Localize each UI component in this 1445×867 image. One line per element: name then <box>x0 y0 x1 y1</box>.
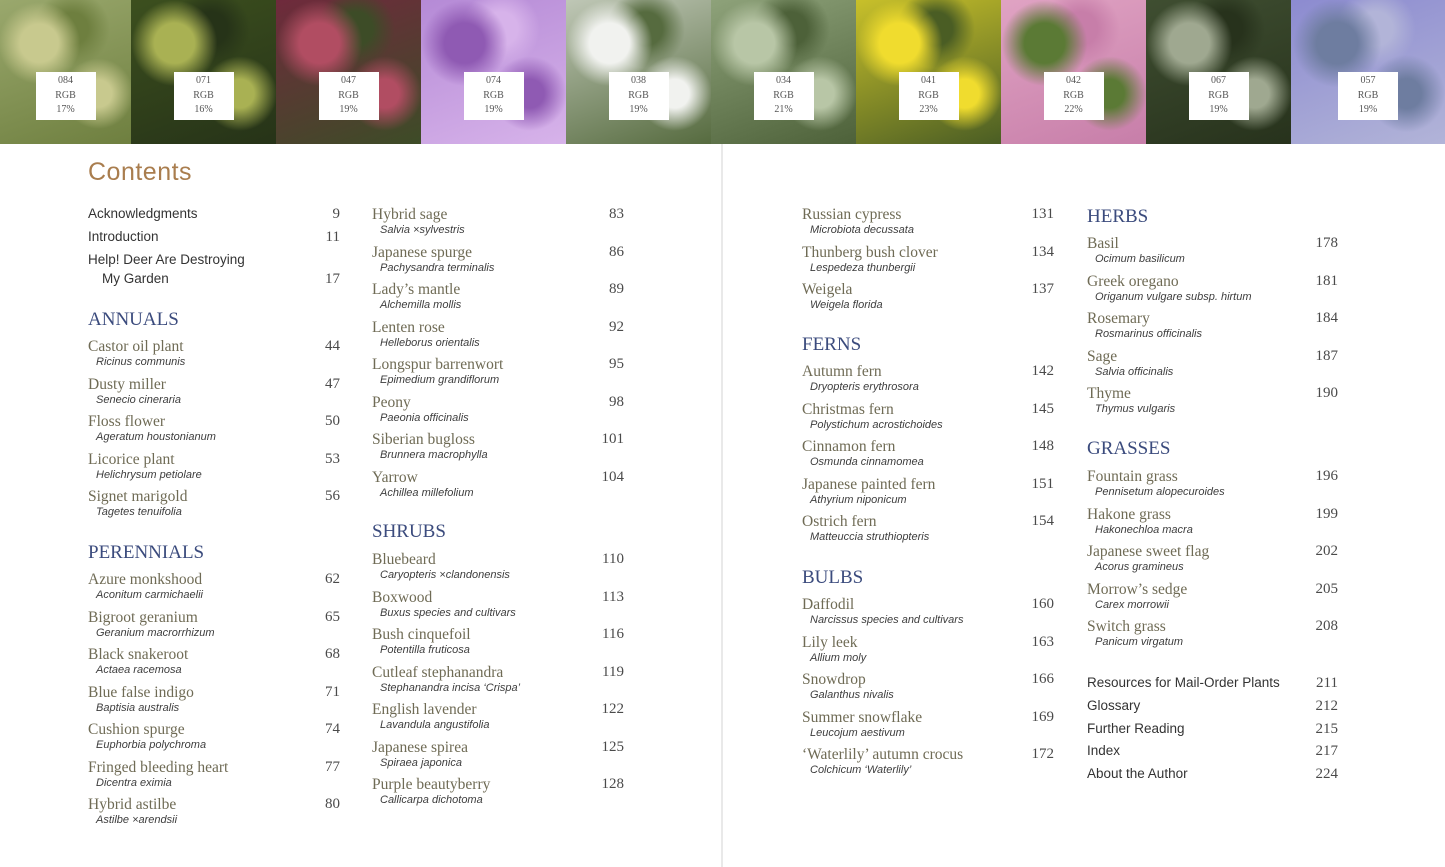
common-name: Bush cinquefoil <box>372 626 471 643</box>
botanical-name: Pachysandra terminalis <box>380 261 495 274</box>
toc-entry[interactable] <box>372 701 624 731</box>
swatch-mode: RGB <box>773 89 794 101</box>
toc-entry[interactable] <box>372 356 624 386</box>
common-name: Boxwood <box>372 588 433 606</box>
botanical-name: Athyrium niponicum <box>810 493 907 506</box>
toc-entry[interactable] <box>802 400 1054 431</box>
page-number: 86 <box>609 243 624 260</box>
page-number: 172 <box>1031 746 1054 762</box>
common-name: Peony <box>372 393 411 411</box>
page-number: 211 <box>1316 675 1338 691</box>
toc-entry[interactable] <box>372 626 624 656</box>
page-number: 128 <box>601 776 624 792</box>
common-name: Blue false indigo <box>88 683 194 701</box>
toc-entry[interactable] <box>1087 543 1338 573</box>
botanical-name: Carex morrowii <box>1095 598 1169 611</box>
common-name: Japanese spirea <box>372 738 468 756</box>
toc-entry[interactable] <box>372 243 624 274</box>
botanical-name: Ricinus communis <box>96 356 186 368</box>
swatch-code: 057 <box>1360 75 1376 86</box>
common-name: Yarrow <box>372 468 418 486</box>
swatch-mode: RGB <box>1208 89 1229 101</box>
swatch-mode: RGB <box>483 89 504 101</box>
page-number: 134 <box>1031 243 1054 260</box>
botanical-name: Matteuccia struthiopteris <box>810 531 930 543</box>
botanical-name: Alchemilla mollis <box>380 299 462 311</box>
page-number: 110 <box>602 551 624 567</box>
toc-entry[interactable] <box>802 243 1054 274</box>
common-name: ‘Waterlily’ autumn crocus <box>802 746 964 763</box>
common-name: Cinnamon fern <box>802 438 896 455</box>
common-name: Cutleaf stephanandra <box>372 663 504 681</box>
color-swatch-label <box>36 72 96 120</box>
common-name: Snowdrop <box>802 671 866 688</box>
color-swatch-label <box>1338 72 1398 120</box>
entry-label: Index <box>1087 743 1121 759</box>
page-number: 142 <box>1031 363 1054 379</box>
toc-entry[interactable] <box>88 683 340 714</box>
swatch-pct: 17% <box>56 104 75 115</box>
entry-label-continued: My Garden <box>102 271 169 286</box>
swatch-code: 042 <box>1066 75 1081 86</box>
common-name: Black snakeroot <box>88 646 189 663</box>
section-heading: SHRUBS <box>372 521 446 542</box>
page-number: 148 <box>1031 438 1054 454</box>
color-swatch-label <box>464 72 524 120</box>
page-number: 47 <box>325 375 340 392</box>
toc-entry[interactable] <box>802 206 1054 236</box>
photo-strip <box>0 0 1445 144</box>
page-number: 53 <box>325 450 340 467</box>
common-name: Summer snowflake <box>802 708 923 726</box>
page-number: 190 <box>1315 385 1338 401</box>
section-heading: PERENNIALS <box>88 542 205 563</box>
botanical-name: Lavandula angustifolia <box>380 719 490 731</box>
swatch-code: 047 <box>341 75 356 86</box>
page-number: 208 <box>1315 618 1338 634</box>
page-number: 202 <box>1315 543 1338 559</box>
color-swatch-label <box>1044 72 1104 120</box>
toc-entry[interactable] <box>1087 618 1338 648</box>
page-number: 113 <box>602 588 624 605</box>
botanical-name: Leucojum aestivum <box>810 726 905 739</box>
entry-label: Acknowledgments <box>88 206 198 221</box>
common-name: Morrow’s sedge <box>1087 580 1188 598</box>
toc-entry[interactable] <box>802 281 1054 311</box>
swatch-pct: 21% <box>774 104 793 115</box>
swatch-pct: 19% <box>484 104 503 115</box>
page-number: 89 <box>609 281 624 297</box>
common-name: Japanese spurge <box>372 243 473 261</box>
plant-photo <box>1001 0 1146 144</box>
page-number: 166 <box>1031 671 1054 687</box>
toc-entry[interactable] <box>372 588 624 619</box>
page-number: 83 <box>609 206 624 222</box>
page-number: 119 <box>602 663 624 680</box>
botanical-name: Stephanandra incisa ‘Crispa’ <box>380 681 521 694</box>
page-number: 199 <box>1315 505 1338 522</box>
swatch-mode: RGB <box>193 89 214 101</box>
page-number: 92 <box>609 318 624 335</box>
botanical-name: Helichrysum petiolare <box>96 468 202 481</box>
common-name: Ostrich fern <box>802 513 877 530</box>
common-name: Hybrid sage <box>372 206 448 223</box>
common-name: Japanese painted fern <box>802 475 936 493</box>
page-title: Contents <box>88 158 193 186</box>
section-heading: HERBS <box>1087 206 1149 227</box>
toc-entry[interactable] <box>372 318 624 349</box>
common-name: Rosemary <box>1087 310 1150 327</box>
page-number: 44 <box>325 338 340 354</box>
toc-entry[interactable] <box>88 488 340 518</box>
swatch-mode: RGB <box>628 89 649 101</box>
page-number: 187 <box>1315 347 1338 364</box>
toc-entry[interactable] <box>802 746 1054 776</box>
common-name: Cushion spurge <box>88 721 185 738</box>
plant-photo <box>421 0 566 144</box>
plant-photo <box>131 0 276 144</box>
common-name: Russian cypress <box>802 206 902 223</box>
botanical-name: Geranium macrorrhizum <box>96 626 215 639</box>
swatch-code: 071 <box>196 75 211 86</box>
swatch-code: 038 <box>631 75 646 86</box>
page-number: 68 <box>325 646 340 662</box>
toc-entry[interactable] <box>372 206 624 236</box>
botanical-name: Lespedeza thunbergii <box>810 261 916 274</box>
common-name: Siberian bugloss <box>372 431 475 448</box>
botanical-name: Hakonechloa macra <box>1095 523 1193 536</box>
toc-entry[interactable] <box>1087 235 1338 265</box>
common-name: Fringed bleeding heart <box>88 758 229 776</box>
toc-entry[interactable] <box>802 633 1054 664</box>
botanical-name: Osmunda cinnamomea <box>810 456 924 468</box>
toc-entry[interactable] <box>88 413 340 443</box>
botanical-name: Rosmarinus officinalis <box>1095 328 1202 340</box>
color-swatch-label <box>609 72 669 120</box>
page-number: 196 <box>1315 468 1338 484</box>
swatch-code: 074 <box>486 75 501 86</box>
entry-label: Glossary <box>1087 697 1141 713</box>
page-number: 77 <box>325 758 340 775</box>
page-number: 224 <box>1315 766 1338 783</box>
page-number: 74 <box>325 721 340 737</box>
toc-entry[interactable] <box>372 281 624 311</box>
botanical-name: Ocimum basilicum <box>1095 253 1185 265</box>
entry-label: Help! Deer Are Destroying <box>88 252 245 267</box>
common-name: Weigela <box>802 281 853 298</box>
page-number: 178 <box>1315 235 1338 251</box>
swatch-pct: 16% <box>194 104 213 115</box>
common-name: Signet marigold <box>88 488 188 505</box>
swatch-code: 084 <box>58 75 73 86</box>
swatch-pct: 19% <box>1209 104 1228 115</box>
common-name: Lily leek <box>802 633 858 651</box>
page-number: 184 <box>1315 310 1338 326</box>
botanical-name: Allium moly <box>810 651 867 664</box>
toc-entry[interactable] <box>88 796 340 826</box>
toc-entry[interactable] <box>372 551 624 581</box>
toc-entry[interactable] <box>1087 310 1338 340</box>
toc-entry[interactable] <box>372 393 624 424</box>
common-name: Daffodil <box>802 596 855 613</box>
page-number: 65 <box>325 608 340 625</box>
swatch-mode: RGB <box>918 89 939 101</box>
botanical-name: Pennisetum alopecuroides <box>1095 486 1225 498</box>
common-name: Dusty miller <box>88 375 166 393</box>
swatch-code: 041 <box>921 75 936 86</box>
botanical-name: Aconitum carmichaelii <box>96 589 203 601</box>
botanical-name: Dicentra eximia <box>96 776 172 789</box>
page-number: 154 <box>1031 513 1054 529</box>
botanical-name: Paeonia officinalis <box>380 411 469 424</box>
plant-photo <box>711 0 856 144</box>
toc-entry[interactable] <box>88 206 340 222</box>
botanical-name: Ageratum houstonianum <box>96 431 216 443</box>
common-name: Lady’s mantle <box>372 281 461 298</box>
toc-entry[interactable] <box>1087 272 1338 303</box>
toc-entry[interactable] <box>88 721 340 751</box>
toc-entry[interactable] <box>1087 720 1338 737</box>
botanical-name: Narcissus species and cultivars <box>810 614 964 626</box>
toc-entry[interactable] <box>372 431 624 461</box>
botanical-name: Panicum virgatum <box>1095 636 1184 648</box>
entry-label: Introduction <box>88 229 159 244</box>
common-name: Bigroot geranium <box>88 608 198 626</box>
swatch-pct: 22% <box>1064 104 1083 115</box>
page-number: 122 <box>601 701 624 717</box>
botanical-name: Spiraea japonica <box>380 756 462 769</box>
toc-entry[interactable] <box>802 475 1054 506</box>
botanical-name: Buxus species and cultivars <box>380 606 516 619</box>
page-number: 17 <box>325 271 340 287</box>
page-number: 116 <box>602 626 624 642</box>
botanical-name: Galanthus nivalis <box>810 689 894 701</box>
toc-entry[interactable] <box>372 468 624 499</box>
botanical-name: Microbiota decussata <box>810 224 914 236</box>
common-name: Japanese sweet flag <box>1087 543 1210 560</box>
botanical-name: Brunnera macrophylla <box>380 449 488 461</box>
toc-entry[interactable] <box>1087 580 1338 611</box>
plant-photo <box>1291 0 1445 144</box>
color-swatch-label <box>1189 72 1249 120</box>
common-name: Greek oregano <box>1087 272 1179 290</box>
botanical-name: Origanum vulgare subsp. hirtum <box>1095 290 1252 303</box>
toc-entry[interactable] <box>88 646 340 676</box>
botanical-name: Acorus gramineus <box>1095 561 1184 573</box>
toc-entry[interactable] <box>88 375 340 406</box>
color-swatch-label <box>174 72 234 120</box>
botanical-name: Senecio cineraria <box>96 393 181 406</box>
toc-entry[interactable] <box>802 513 1054 543</box>
common-name: Bluebeard <box>372 551 436 568</box>
common-name: Hybrid astilbe <box>88 796 177 813</box>
common-name: Lenten rose <box>372 318 445 336</box>
toc-entry[interactable] <box>1087 743 1338 760</box>
spread-gutter <box>721 144 723 867</box>
toc-entry[interactable] <box>802 671 1054 701</box>
page-number: 145 <box>1031 400 1054 417</box>
swatch-pct: 23% <box>919 104 938 115</box>
botanical-name: Actaea racemosa <box>96 664 182 676</box>
swatch-mode: RGB <box>1357 89 1379 101</box>
page-number: 80 <box>325 796 340 812</box>
common-name: Fountain grass <box>1087 468 1178 485</box>
common-name: Switch grass <box>1087 618 1166 635</box>
common-name: Purple beautyberry <box>372 776 491 793</box>
botanical-name: Astilbe ×arendsii <box>96 814 178 826</box>
botanical-name: Salvia ×sylvestris <box>380 224 465 236</box>
botanical-name: Achillea millefolium <box>380 486 474 499</box>
common-name: Licorice plant <box>88 450 175 468</box>
toc-entry[interactable] <box>88 608 340 639</box>
plant-photo <box>0 0 131 144</box>
botanical-name: Thymus vulgaris <box>1095 403 1176 415</box>
toc-entry[interactable] <box>88 450 340 481</box>
page-number: 98 <box>609 393 624 410</box>
plant-photo <box>566 0 711 144</box>
swatch-mode: RGB <box>338 89 359 101</box>
common-name: Christmas fern <box>802 400 894 418</box>
page-number: 62 <box>325 571 340 587</box>
botanical-name: Salvia officinalis <box>1095 365 1174 378</box>
botanical-name: Euphorbia polychroma <box>96 739 207 751</box>
botanical-name: Caryopteris ×clandonensis <box>380 569 510 581</box>
swatch-pct: 19% <box>1358 104 1378 115</box>
botanical-name: Colchicum ‘Waterlily’ <box>810 764 912 776</box>
entry-label: Further Reading <box>1087 720 1185 736</box>
toc-entry[interactable] <box>1087 697 1338 714</box>
color-swatch-label <box>899 72 959 120</box>
section-heading: FERNS <box>802 334 862 355</box>
swatch-mode: RGB <box>1063 89 1084 101</box>
common-name: Floss flower <box>88 413 166 430</box>
color-swatch-label <box>754 72 814 120</box>
toc-entry[interactable] <box>88 229 340 245</box>
botanical-name: Baptisia australis <box>96 701 180 714</box>
page-number: 56 <box>325 488 340 504</box>
section-heading: ANNUALS <box>88 309 179 330</box>
plant-photo <box>856 0 1001 144</box>
botanical-name: Helleborus orientalis <box>380 336 480 349</box>
page-number: 151 <box>1031 475 1054 492</box>
color-swatch-label <box>319 72 379 120</box>
toc-entry[interactable] <box>88 338 340 368</box>
plant-photo <box>1146 0 1291 144</box>
toc-entry[interactable] <box>802 708 1054 739</box>
toc-entry[interactable] <box>88 571 340 601</box>
toc-entry[interactable] <box>372 663 624 694</box>
botanical-name: Callicarpa dichotoma <box>380 794 483 806</box>
page-number: 11 <box>325 229 340 245</box>
page-number: 71 <box>325 683 340 700</box>
section-heading: GRASSES <box>1087 438 1171 459</box>
common-name: Autumn fern <box>802 363 882 380</box>
toc-entry[interactable] <box>1087 468 1338 498</box>
plant-photo <box>276 0 421 144</box>
botanical-name: Dryopteris erythrosora <box>810 381 919 393</box>
page-number: 163 <box>1031 633 1054 650</box>
page-number: 212 <box>1315 697 1338 714</box>
botanical-name: Potentilla fruticosa <box>380 644 470 656</box>
common-name: Longspur barrenwort <box>372 356 504 373</box>
toc-entry[interactable] <box>1087 385 1338 415</box>
swatch-code: 034 <box>776 75 791 86</box>
page-number: 205 <box>1315 580 1338 597</box>
common-name: English lavender <box>372 701 477 718</box>
page-number: 160 <box>1031 596 1054 612</box>
page-number: 137 <box>1031 281 1054 297</box>
common-name: Basil <box>1087 235 1119 252</box>
page-number: 101 <box>601 431 624 447</box>
botanical-name: Weigela florida <box>810 299 883 311</box>
section-heading: BULBS <box>802 567 864 588</box>
common-name: Hakone grass <box>1087 505 1171 523</box>
toc-entry[interactable] <box>1087 766 1338 783</box>
page-number: 169 <box>1031 708 1054 725</box>
page-number: 215 <box>1315 720 1338 737</box>
toc-entry[interactable] <box>372 738 624 769</box>
toc-entry[interactable] <box>88 758 340 789</box>
common-name: Thunberg bush clover <box>802 243 938 261</box>
swatch-mode: RGB <box>55 89 76 101</box>
botanical-name: Epimedium grandiflorum <box>380 374 500 386</box>
common-name: Sage <box>1087 347 1118 365</box>
entry-label: About the Author <box>1087 766 1188 782</box>
toc-entry[interactable] <box>1087 505 1338 536</box>
swatch-code: 067 <box>1211 75 1226 86</box>
common-name: Azure monkshood <box>88 571 203 588</box>
page-number: 104 <box>601 468 624 485</box>
page-number: 181 <box>1315 272 1338 289</box>
toc-entry[interactable] <box>1087 347 1338 378</box>
page-number: 50 <box>325 413 340 429</box>
toc-entry[interactable] <box>802 438 1054 468</box>
toc-entry[interactable] <box>802 596 1054 626</box>
botanical-name: Polystichum acrostichoides <box>810 418 943 431</box>
page-number: 217 <box>1315 743 1338 760</box>
entry-label: Resources for Mail-Order Plants <box>1087 675 1280 690</box>
botanical-name: Tagetes tenuifolia <box>96 506 182 518</box>
toc-entry[interactable] <box>1087 675 1338 691</box>
swatch-pct: 19% <box>339 104 358 115</box>
swatch-pct: 19% <box>629 104 648 115</box>
toc-entry[interactable] <box>372 776 624 806</box>
common-name: Thyme <box>1087 385 1131 402</box>
page-number: 131 <box>1031 206 1054 222</box>
page-number: 125 <box>601 738 624 755</box>
page-number: 95 <box>609 356 624 372</box>
common-name: Castor oil plant <box>88 338 184 355</box>
page-number: 9 <box>332 206 340 222</box>
toc-entry[interactable] <box>802 363 1054 393</box>
